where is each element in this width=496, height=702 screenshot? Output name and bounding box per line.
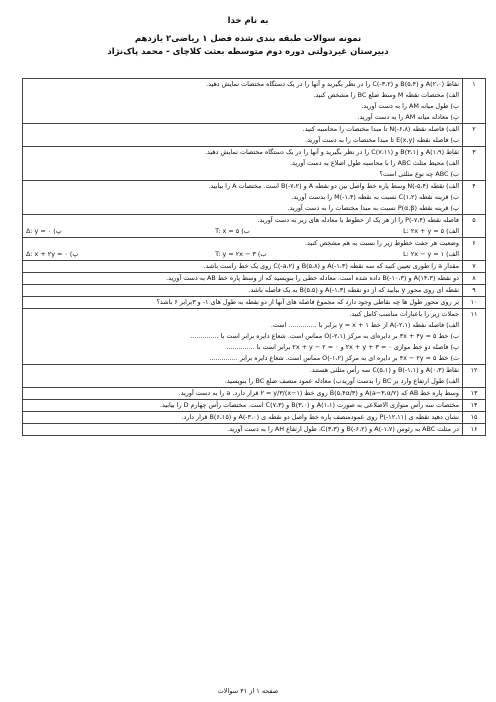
question-line: ب) خط ۳x + ۴y = ۵ بر دایره‌ای به مرکز (۲،۱-)O مماس است. شعاع دایره برابر است با ..............: [190, 332, 459, 340]
question-number: ۲: [463, 124, 486, 147]
question-line: بر روی محور طول ها چه نقاطی وجود دارد که مجموع فاصله های آنها از دو نقطه به طول های ۱- و ۳برابر ۶ باشد؟: [156, 298, 459, 306]
question-line: الف) فاصله نقطه (۶،۸-)N تا مبدا مختصات را محاسبه کنید.: [302, 125, 459, 133]
question-text: [23, 238, 463, 261]
question-option: الف) L: ۲x + y = ۵: [403, 227, 459, 235]
question-row: [23, 79, 486, 124]
question-line: دو نقطه (۱۴،۳)A و (۱۰،۳-)B داده شده است. معادله خطی را بنویسید که از وسط پاره خط AB به دست آورید.: [166, 274, 459, 282]
question-line: ب) ABC چه نوع مثلثی است؟: [379, 170, 459, 178]
question-line: نقطه ای روی محور y بیابید که از دو نقطه (۱،۳-)A و (۵،۵)B به یک فاصله باشد.: [248, 286, 459, 294]
question-line: نقاط (۰،۳)A و (۱،۱-)B و (۵،۱)C سه رأس مثلثی هستند.: [309, 366, 459, 374]
question-text: [23, 412, 463, 424]
question-line: وسط پاره خط AB که (a−۳،α/۲)A و (۵،۴α/۳)B روی خط (x−۱)/۲ = y/۳ قرار دارد. a را به دست آورید.: [178, 389, 459, 397]
question-line: ب) قرینه نقطه (۱،۲)C نسبت به نقطه (۱،۴-)M را بدست آورید.: [291, 193, 459, 201]
question-number: ۳: [463, 147, 486, 181]
question-line: الف) نقطه (۵،۴-)N وسط پاره خط واصل بین دو نقطه A و (۷،۲-)B است. مختصات A را بیابید.: [208, 182, 459, 190]
question-number: ۹: [463, 285, 486, 297]
page-footer: صفحه ۱ از ۴۱ سوالات: [217, 687, 279, 695]
question-text: [23, 424, 463, 436]
question-number: ۷: [463, 261, 486, 273]
question-text: [23, 261, 463, 273]
question-row: [23, 388, 486, 400]
question-text: [23, 147, 463, 181]
question-number: ۶: [463, 238, 486, 261]
question-text: [23, 273, 463, 285]
header-school: دبیرستان غیردولتی دوره دوم متوسطه بعثت کلاچای - محمد پاک‌نژاد: [107, 47, 389, 57]
page-header: [0, 0, 496, 57]
question-row: [23, 285, 486, 297]
question-number: ۱: [463, 79, 486, 124]
question-row: [23, 424, 486, 436]
question-text: [23, 285, 463, 297]
question-line: نقاط (۱،۹)A و (۳،۱)B و (۷،۱۱)C را در نظر بگیرید و آنها را در یک دستگاه مختصات نمایش دهید.: [205, 148, 459, 156]
question-line: فاصله نقطه (۷،۴-)P را از هر یک از خطوط با معادله های زیر به دست آورید.: [257, 216, 459, 224]
question-number: ۱۴: [463, 400, 486, 412]
question-option: ب) T: x = ۵: [215, 227, 250, 235]
questions-table: [22, 78, 486, 436]
question-number: ۱۲: [463, 365, 486, 388]
question-options: [26, 226, 459, 237]
header-title: نمونه سوالات طبقه بندی شده فصل ۱ ریاضی۲ یازدهم: [134, 34, 362, 44]
question-line: جملات زیر را باعبارات مناسب کامل کنید.: [349, 310, 459, 318]
question-line: پ) معادله میانه AM را به دست آورید.: [357, 113, 459, 121]
question-number: ۱۱: [463, 309, 486, 365]
question-option: الف) L: ۲x − y = ۱: [403, 250, 459, 258]
question-row: [23, 238, 486, 261]
question-options: [26, 249, 459, 260]
question-row: [23, 261, 486, 273]
question-text: [23, 124, 463, 147]
question-line: وضعیت هر جفت خطوط زیر را نسبت به هم مشخص کنید.: [305, 239, 459, 247]
question-number: ۸: [463, 273, 486, 285]
question-row: [23, 124, 486, 147]
question-line: الف) مختصات نقطه M وسط ضلع BC را مشخص کنید.: [313, 91, 459, 99]
question-line: ب) فاصله نقطه E(x,y) تا مبدا مختصات را به دست آورید.: [305, 136, 459, 144]
question-row: [23, 147, 486, 181]
question-option: ب) T: y = ۲x − ۳: [215, 250, 267, 258]
question-number: ۴: [463, 181, 486, 215]
question-line: ب) طول میانه AM را به دست آورید.: [361, 102, 459, 110]
question-option: پ) Δ: y = ۰: [26, 227, 62, 235]
question-row: [23, 273, 486, 285]
question-line: پ) قرینه نقطه P(α,β) نسبت به مبدا مختصات را به دست آورید.: [287, 204, 459, 212]
question-line: در مثلث ABC به رئوس (۱،۷-)A و (۶،۲-)B و (۳،۳)C، طول ارتفاع AH را به دست آورید.: [227, 425, 459, 433]
question-line: نقاط (۲،۰)A و (۵،۴)B و (۳،۲-)C را در نظر بگیرید و آنها را در یک دستگاه مختصات نمایش دهید.: [206, 80, 459, 88]
question-text: [23, 215, 463, 238]
question-row: [23, 297, 486, 309]
question-row: [23, 365, 486, 388]
question-row: [23, 181, 486, 215]
question-line: الف) طول ارتفاع وارد بر BC را بدست آوریدب) معادله عمود منصف ضلع BC را بنویسید.: [224, 377, 459, 385]
question-text: [23, 297, 463, 309]
question-line: مقدار a را طوری تعیین کنید که سه نقطه (۱،۳-)A و (۵،۸)B و (a،۲-)C روی یک خط راست باشد.: [203, 262, 459, 270]
question-line: مختصات سه رأس متوازی الاضلاعی به صورت (۱،۱)A و (۳،۰)B و (۷،۳)C است. مختصات رأس چهارم D را بیابید.: [159, 401, 459, 409]
question-row: [23, 309, 486, 365]
question-number: ۱۳: [463, 388, 486, 400]
question-number: ۵: [463, 215, 486, 238]
question-line: الف) محیط مثلث ABC را با محاسبه طول اضلاع به دست آورید.: [289, 159, 459, 167]
question-number: ۱۶: [463, 424, 486, 436]
question-option: پ) Δ: x + ۲y = ۰: [26, 250, 79, 258]
question-line: نشان دهید نقطه ی (۱۲،۱۱-)P روی عمودمنصف پاره خط واصل دو نقطه ی (۳،۰-)A و (۶،۱۵)B قرار دارد.: [181, 413, 459, 421]
question-number: ۱۰: [463, 297, 486, 309]
question-text: [23, 79, 463, 124]
question-text: [23, 400, 463, 412]
question-text: [23, 181, 463, 215]
question-row: [23, 400, 486, 412]
question-line: الف) فاصله نقطه (۲،۱-)A از خط y = x + ۱ برابر با .............. است.: [270, 321, 459, 329]
question-line: پ) فاصله دو خط موازی ۲x + y + ۳ = ۰ و ۲x + y − ۲ = ۰ برابر است با ..............: [226, 343, 459, 351]
question-row: [23, 412, 486, 424]
question-row: [23, 215, 486, 238]
question-number: ۱۵: [463, 412, 486, 424]
question-text: [23, 309, 463, 365]
question-line: ت) خط ۴x − ۲y = ۵ بر دایره ای به مرکز (۱،۲-)O مماس است. شعاع دایره برابر ..............: [209, 354, 459, 362]
question-text: [23, 388, 463, 400]
header-basmala: به نام خدا: [227, 16, 269, 26]
question-text: [23, 365, 463, 388]
